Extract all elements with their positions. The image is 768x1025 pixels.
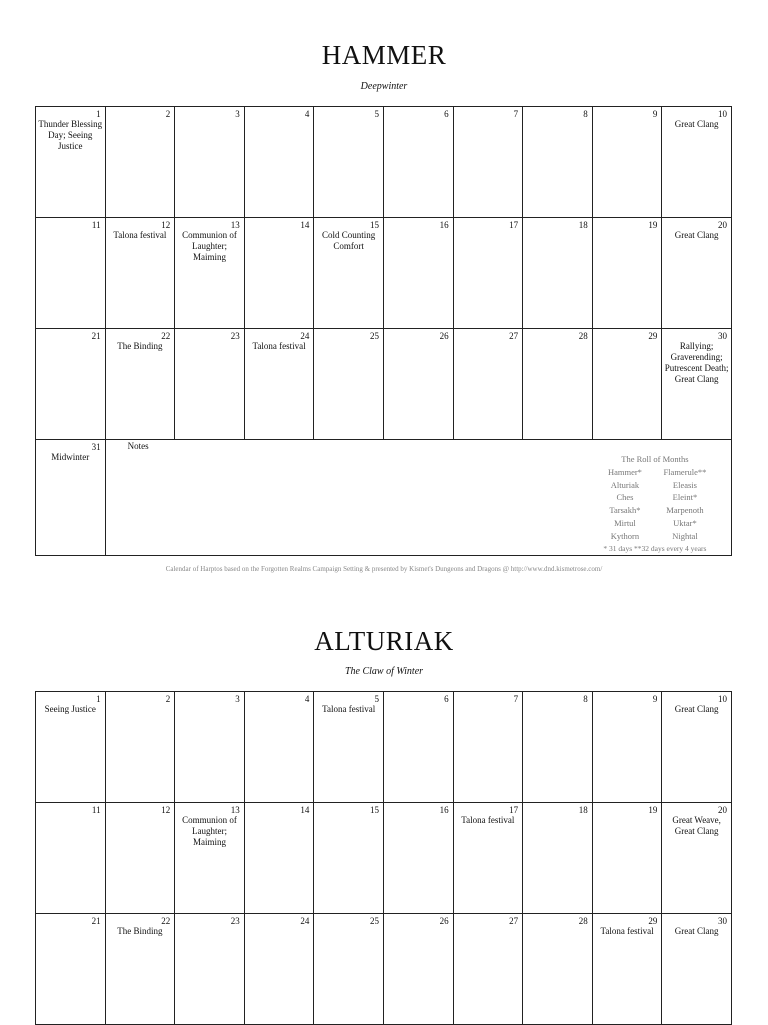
day-number: 13 [230, 805, 240, 815]
month-title-alturiak: ALTURIAK [314, 626, 454, 656]
week-row [36, 107, 732, 218]
day-event: The Binding [117, 341, 163, 351]
day-cell [105, 803, 175, 914]
day-number: 28 [578, 916, 588, 926]
roll-month-name: Uktar* [673, 517, 697, 528]
day-event: Midwinter [51, 452, 90, 462]
day-number: 13 [230, 220, 240, 230]
day-cell [662, 914, 732, 1025]
day-cell [453, 914, 523, 1025]
day-cell [244, 692, 314, 803]
day-number: 9 [652, 109, 658, 119]
day-number: 17 [509, 805, 519, 815]
day-number: 22 [161, 916, 171, 926]
week-row [36, 803, 732, 914]
day-cell [36, 692, 106, 803]
day-number: 19 [648, 220, 658, 230]
day-cell [453, 803, 523, 914]
day-cell [244, 107, 314, 218]
day-number: 16 [439, 220, 449, 230]
day-event: Thunder Blessing Day; Seeing Justice [38, 119, 103, 151]
day-number: 21 [91, 916, 101, 926]
day-cell [383, 914, 453, 1025]
day-cell [105, 218, 175, 329]
week-row [36, 218, 732, 329]
extra-row [36, 440, 732, 556]
notes-label: Notes [127, 441, 149, 451]
day-event: Great Clang [674, 704, 719, 714]
day-event: Talona festival [113, 230, 167, 240]
day-number: 29 [648, 916, 658, 926]
month-subtitle-alturiak: The Claw of Winter [344, 666, 424, 677]
day-cell [175, 218, 245, 329]
day-number: 23 [230, 331, 240, 341]
roll-of-months-footnote: * 31 days **32 days every 4 years [603, 543, 707, 553]
day-number: 14 [300, 220, 310, 230]
day-number: 29 [648, 331, 658, 341]
day-number: 18 [578, 220, 588, 230]
day-cell [592, 692, 662, 803]
day-cell [244, 218, 314, 329]
day-number: 2 [165, 109, 171, 119]
day-number: 18 [578, 805, 588, 815]
day-cell [592, 107, 662, 218]
calendar-grid-alturiak [35, 691, 732, 1025]
day-cell [314, 218, 384, 329]
day-number: 31 [91, 442, 101, 452]
day-event: Talona festival [461, 815, 515, 825]
day-cell-extra [36, 440, 106, 556]
day-cell [453, 218, 523, 329]
day-number: 8 [583, 694, 588, 704]
day-cell [36, 107, 106, 218]
month-title-hammer: HAMMER [321, 40, 447, 70]
day-cell [105, 914, 175, 1025]
roll-of-months-row [595, 466, 715, 479]
day-number: 19 [648, 805, 658, 815]
day-cell [662, 803, 732, 914]
day-cell [453, 692, 523, 803]
day-event: Communion of Laughter; Maiming [182, 230, 237, 262]
day-event: Talona festival [600, 926, 654, 936]
roll-month-name: Eleint* [672, 492, 698, 503]
day-number: 26 [439, 916, 449, 926]
day-cell [175, 914, 245, 1025]
day-event: Seeing Justice [44, 704, 96, 714]
page-footer: Calendar of Harptos based on the Forgotten Realms Campaign Setting & presented by Kismet's Dungeons and Dragons @ http://www.dnd.kismetrose.com/ [165, 565, 603, 573]
day-event: Rallying; Graverending; Putrescent Death; Great Clang [664, 341, 729, 384]
day-cell [523, 329, 593, 440]
day-cell [244, 329, 314, 440]
day-number: 25 [369, 916, 379, 926]
day-number: 30 [717, 331, 727, 341]
day-number: 15 [369, 805, 379, 815]
day-event: Talona festival [252, 341, 306, 351]
day-number: 5 [374, 694, 379, 704]
roll-of-months-row [595, 530, 715, 543]
day-number: 21 [91, 331, 101, 341]
day-cell [314, 803, 384, 914]
day-number: 27 [509, 331, 519, 341]
day-cell [662, 692, 732, 803]
roll-month-name: Hammer* [607, 466, 642, 477]
day-cell [383, 803, 453, 914]
day-cell [523, 692, 593, 803]
day-number: 11 [91, 220, 101, 230]
day-cell [314, 692, 384, 803]
day-cell [175, 329, 245, 440]
day-cell [383, 692, 453, 803]
day-cell [523, 218, 593, 329]
day-number: 27 [509, 916, 519, 926]
roll-of-months-title: The Roll of Months [621, 454, 689, 464]
day-number: 5 [374, 109, 379, 119]
day-cell [383, 218, 453, 329]
day-cell [662, 107, 732, 218]
week-row [36, 329, 732, 440]
roll-month-name: Kythorn [610, 530, 640, 541]
day-number: 8 [583, 109, 588, 119]
day-number: 25 [369, 331, 379, 341]
day-event: The Binding [117, 926, 163, 936]
day-number: 12 [161, 805, 171, 815]
week-row [36, 914, 732, 1025]
day-event: Cold Counting Comfort [322, 230, 376, 251]
day-event: Great Clang [674, 230, 719, 240]
day-cell [592, 218, 662, 329]
notes-cell [105, 440, 731, 556]
day-number: 7 [513, 694, 519, 704]
roll-of-months-row [595, 504, 715, 517]
day-number: 26 [439, 331, 449, 341]
week-row [36, 692, 732, 803]
day-cell [36, 218, 106, 329]
day-cell [175, 803, 245, 914]
day-number: 20 [717, 220, 727, 230]
day-number: 3 [235, 694, 240, 704]
day-cell [36, 914, 106, 1025]
day-number: 4 [304, 694, 310, 704]
day-cell [453, 107, 523, 218]
day-number: 4 [304, 109, 310, 119]
day-event: Communion of Laughter; Maiming [182, 815, 237, 847]
roll-month-name: Nightal [672, 530, 698, 541]
day-cell [662, 218, 732, 329]
day-cell [314, 329, 384, 440]
day-cell [592, 803, 662, 914]
roll-month-name: Eleasis [672, 479, 697, 490]
day-cell [105, 692, 175, 803]
roll-month-name: Alturiak [610, 479, 640, 490]
day-event: Great Clang [674, 119, 719, 129]
roll-of-months-row [595, 479, 715, 492]
day-number: 10 [717, 109, 727, 119]
day-number: 6 [444, 109, 449, 119]
day-cell [244, 914, 314, 1025]
day-cell [523, 803, 593, 914]
calendar-grid-hammer [35, 106, 732, 556]
roll-month-name: Flamerule** [663, 466, 707, 477]
day-cell [36, 803, 106, 914]
day-cell [175, 107, 245, 218]
roll-of-months-row [595, 517, 715, 530]
day-cell [383, 107, 453, 218]
day-number: 14 [300, 805, 310, 815]
day-number: 24 [300, 331, 310, 341]
day-number: 7 [513, 109, 519, 119]
day-number: 24 [300, 916, 310, 926]
day-number: 10 [717, 694, 727, 704]
day-number: 23 [230, 916, 240, 926]
day-cell [244, 803, 314, 914]
roll-month-name: Marpenoth [666, 505, 704, 516]
day-cell [453, 329, 523, 440]
day-event: Talona festival [322, 704, 376, 714]
day-cell [314, 107, 384, 218]
day-cell [105, 107, 175, 218]
day-cell [314, 914, 384, 1025]
day-number: 1 [96, 694, 101, 704]
roll-month-name: Mirtul [614, 517, 636, 528]
day-number: 1 [96, 109, 101, 119]
day-number: 15 [369, 220, 379, 230]
roll-month-name: Tarsakh* [609, 505, 641, 516]
day-cell [662, 329, 732, 440]
day-cell [523, 107, 593, 218]
day-number: 12 [161, 220, 171, 230]
day-cell [105, 329, 175, 440]
day-event: Great Clang [674, 926, 719, 936]
day-number: 9 [652, 694, 658, 704]
day-number: 22 [161, 331, 171, 341]
day-event: Great Weave, Great Clang [672, 815, 721, 836]
day-number: 20 [717, 805, 727, 815]
day-number: 28 [578, 331, 588, 341]
day-cell [592, 329, 662, 440]
day-cell [36, 329, 106, 440]
roll-of-months-row [595, 491, 715, 504]
day-number: 3 [235, 109, 240, 119]
day-number: 2 [165, 694, 171, 704]
day-number: 11 [91, 805, 101, 815]
month-subtitle-hammer: Deepwinter [360, 81, 408, 92]
roll-of-months [595, 453, 715, 555]
day-number: 17 [509, 220, 519, 230]
roll-month-name: Ches [616, 492, 634, 503]
day-cell [383, 329, 453, 440]
day-number: 6 [444, 694, 449, 704]
day-cell [523, 914, 593, 1025]
day-number: 30 [717, 916, 727, 926]
day-cell [175, 692, 245, 803]
day-cell [592, 914, 662, 1025]
day-number: 16 [439, 805, 449, 815]
